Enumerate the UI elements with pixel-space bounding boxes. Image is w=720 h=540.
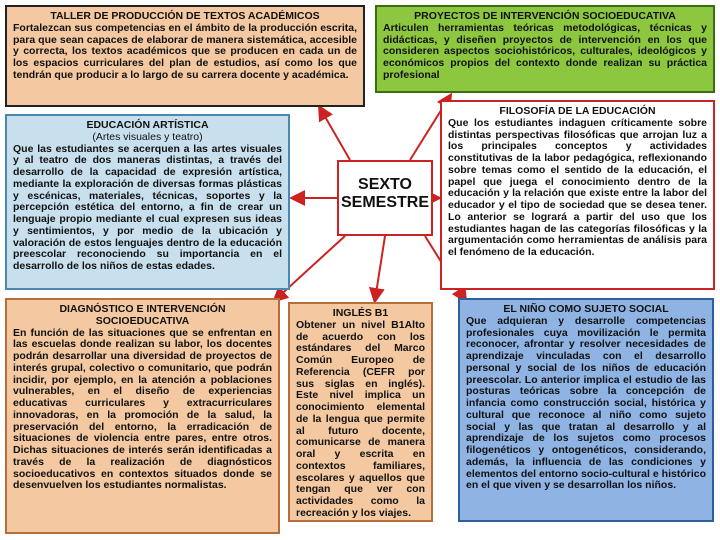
- taller-text: Fortalezcan sus competencias en el ámbito de la producción escrita, para que sean capaces de elaborar de manera sistemática, accesible y correcta, los textos académicos que se producen en cada un de los espacios curriculares del plan de estudios, así como los que tendrán que producir a lo largo de su carrera docente y académica.: [13, 21, 357, 81]
- center-label: SEXTO SEMESTRE: [340, 176, 429, 212]
- ingles-title: INGLÉS B1: [332, 307, 389, 319]
- taller-title: TALLER DE PRODUCCIÓN DE TEXTOS ACADÉMICOS: [50, 10, 320, 22]
- nino-title: EL NIÑO COMO SUJETO SOCIAL: [503, 303, 669, 315]
- artistica-subtitle: (Artes visuales y teatro): [92, 130, 203, 143]
- arrow-to-ingles: [375, 236, 385, 300]
- filosofia-box: [440, 100, 715, 290]
- ingles-box: [288, 302, 433, 522]
- proyectos-title: PROYECTOS DE INTERVENCIÓN SOCIOEDUCATIVA: [414, 10, 676, 22]
- taller-textos-box: [5, 5, 365, 107]
- educacion-artistica-box: [5, 114, 290, 290]
- diagnostico-text: En función de las situaciones que se enfrentan en las escuelas donde realizan su labor, los docentes podrán desarrollar una diversidad de proyectos de interés grupal, colectivo o comunitario, que podrán incidir, por ejemplo, en la atención a poblaciones vulnerables, en el diseño de experiencias educativas curriculares y extracurriculares innovadoras, en la promoción de la salud, la preservación del entorno, la erradicación de situaciones de violencia entre pares, entre otros. Dichas situaciones de interés serán identificadas a través de la realización de diagnósticos socioeducativos en contextos situados donde se desenvuelven los estudiantes normalistas.: [13, 326, 272, 492]
- filosofia-title: FILOSOFÍA DE LA EDUCACIÓN: [499, 105, 656, 117]
- proyectos-text: Articulen herramientas teóricas metodológicas, técnicas y didácticas, y diseñen proyectos de intervención en los que consideren aspectos sociohistóricos, culturales, ideológicos y económicos propios del contexto donde realizan su práctica profesional: [383, 21, 707, 81]
- diagnostico-box: [5, 298, 280, 534]
- nino-sujeto-box: [458, 298, 714, 522]
- proyectos-box: [375, 5, 715, 93]
- nino-text: Que adquieran y desarrolle competencias profesionales cuya movilización le permita reconocer, afrontar y resolver necesidades de aprendizaje vinculadas con el desarrollo personal y social de los niños de educación preescolar. Lo anterior implica el estudio de las posturas teóricas sobre la concepción de infancia como construcción social, histórica y cultural que reconoce al niño como sujeto social y las que tratan al desarrollo y al aprendizaje de los sujetos como procesos filogenéticos y ontogenéticos, considerando, además, la influencia de las condiciones y elementos del entorno socio-cultural e histórico en el que viven y se desarrollan los niños.: [466, 314, 706, 492]
- filosofia-text: Que los estudiantes indaguen críticamente sobre distintas perspectivas filosóficas que arrojan luz a los principales conceptos y actividades constitutivas de la labor pedagógica, reflexionando sobre temas como el sentido de la educación, el papel que juega el conocimiento dentro de la educación y la relación que existe entre la labor del educador y el tipo de sociedad que se desea tener. Lo anterior se logrará a partir del uso que los estudiantes hagan de las categorías filosóficas y la argumentación como herramientas de análisis para el fenómeno de la educación.: [448, 116, 707, 258]
- diagnostico-title: DIAGNÓSTICO E INTERVENCIÓN SOCIOEDUCATIVA: [59, 303, 226, 327]
- center-node: [337, 160, 433, 236]
- artistica-title: EDUCACIÓN ARTÍSTICA: [86, 119, 209, 131]
- artistica-text: Que las estudiantes se acerquen a las artes visuales y al teatro de dos maneras distintas, a través del desarrollo de la capacidad de expresión artística, mediante la exploración de diversas formas plásticas y escénicas, materiales, técnicas, soportes y la percepción estética del entorno, a fin de crear un lenguaje propio mediante el cual expresen sus ideas y sentimientos, y por medio de la ubicación y valoración de estos lenguajes dentro de la educación preescolar reconociendo su importancia en el desarrollo de los niños de estas edades.: [13, 142, 282, 272]
- ingles-text: Obtener un nivel B1Alto de acuerdo con los estándares del Marco Común Europeo de Referencia (CEFR por sus siglas en inglés). Este nivel implica un conocimiento elemental de la lengua que permite al futuro docente, comunicarse de manera oral y escrita en contextos familiares, escolares y aquellos que tengan que ver con actividades como la recreación y los viajes.: [296, 318, 425, 519]
- arrow-to-taller: [320, 108, 350, 160]
